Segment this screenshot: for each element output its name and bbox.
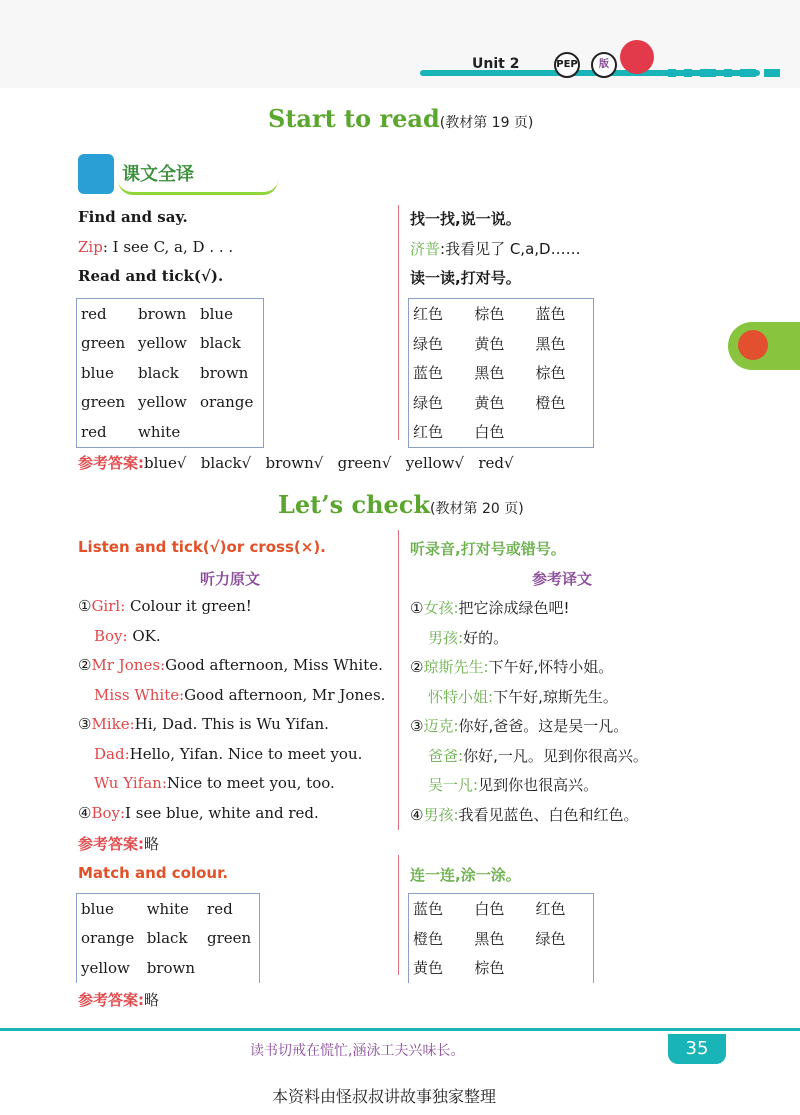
listen-and-tick-cn: 听录音,打对号或错号。 (410, 540, 566, 558)
translation-banner (78, 150, 238, 194)
table-row (77, 953, 260, 983)
table-cell: blue (81, 363, 114, 382)
speech: 好的。 (463, 629, 509, 647)
table-cell: orange (81, 929, 135, 948)
speaker: Mr Jones: (91, 656, 166, 674)
table-cell: 绿色 (413, 334, 444, 353)
color-words-table (76, 298, 264, 448)
table-row (77, 417, 264, 447)
table-cell: 黄色 (413, 959, 444, 978)
table-cell: 白色 (474, 423, 505, 442)
table-cell: yellow (81, 958, 130, 977)
match-and-colour: Match and colour. (78, 864, 229, 882)
speaker: Mike: (91, 715, 135, 733)
table-cell: orange (200, 393, 254, 412)
table-cell: yellow (138, 393, 187, 412)
table-cell: 橙色 (535, 393, 566, 412)
speech: Colour it green! (125, 597, 252, 615)
table-cell: 绿色 (413, 393, 444, 412)
answer-label: 参考答案: (78, 991, 144, 1009)
listening-script-heading: 听力原文 (200, 570, 261, 588)
dialogue-line (78, 804, 319, 822)
speaker: 济普 (410, 240, 441, 258)
table-cell: green (207, 929, 252, 948)
answer-label: 参考答案: (78, 835, 144, 853)
table-cell: 蓝色 (535, 305, 566, 324)
page-number: 35 (668, 1034, 726, 1064)
item-number: ② (410, 658, 424, 676)
speaker: 男孩: (428, 629, 464, 647)
speech: 见到你也很高兴。 (478, 776, 599, 794)
dialogue-line (94, 774, 335, 792)
dialogue-line (94, 745, 362, 763)
table-cell: 红色 (413, 423, 444, 442)
table-cell: blue (81, 899, 114, 918)
answer-line (78, 989, 159, 1010)
speech: 你好,一凡。见到你很高兴。 (463, 747, 648, 765)
dialogue-line-cn (428, 774, 598, 795)
table-cell (532, 417, 594, 447)
dialogue-line-cn (428, 627, 508, 648)
speaker: 吴一凡: (428, 776, 479, 794)
table-row (409, 953, 594, 983)
speech: 下午好,琼斯先生。 (493, 688, 618, 706)
speaker: Boy: (91, 804, 126, 822)
table-cell: black (146, 929, 188, 948)
speaker: 爸爸: (428, 747, 464, 765)
table-row (409, 417, 594, 447)
table-cell (532, 953, 594, 983)
edition-badge: 版 (591, 52, 617, 78)
speaker: Dad: (94, 745, 130, 763)
dialogue-line-cn (410, 715, 628, 736)
item-number: ④ (410, 806, 424, 824)
table-row (77, 894, 260, 924)
checker-decoration-icon (668, 62, 800, 81)
table-row (77, 358, 264, 388)
speech: OK. (127, 627, 161, 645)
speaker: 女孩: (423, 599, 459, 617)
table-cell: 绿色 (535, 929, 566, 948)
speech: Good afternoon, Miss White. (165, 656, 383, 674)
table-row (409, 388, 594, 418)
answer-label: 参考答案: (78, 454, 144, 472)
table-cell: 蓝色 (413, 364, 444, 383)
table-cell: black (200, 334, 241, 353)
dialogue-line-cn (410, 804, 639, 825)
item-number: ③ (78, 715, 92, 733)
table-cell: white (138, 422, 181, 441)
item-number: ② (78, 656, 92, 674)
dialogue-line-cn (410, 656, 613, 677)
item-number: ③ (410, 717, 424, 735)
fox-mascot-icon (738, 330, 768, 360)
column-divider (398, 205, 399, 440)
zip-line (78, 238, 233, 256)
mascot-icon (620, 40, 654, 74)
title-text: Let’s check (278, 490, 431, 519)
answer-text: 略 (144, 835, 160, 853)
table-cell: 棕色 (535, 364, 566, 383)
find-and-say-cn: 找一找,说一说。 (410, 210, 521, 228)
table-cell: red (81, 422, 107, 441)
speech: Hi, Dad. This is Wu Yifan. (134, 715, 329, 733)
answer-line (78, 452, 514, 473)
table-cell: 黑色 (474, 929, 505, 948)
speaker: 怀特小姐: (428, 688, 494, 706)
translation-heading: 参考译文 (532, 570, 593, 588)
speech: Hello, Yifan. Nice to meet you. (129, 745, 363, 763)
table-row (77, 924, 260, 954)
dialogue-line (78, 656, 383, 674)
speech: 我看见蓝色、白色和红色。 (458, 806, 639, 824)
answer-line (78, 833, 159, 854)
dialogue-line-cn (410, 597, 570, 618)
speech: Good afternoon, Mr Jones. (184, 686, 386, 704)
speaker: Girl: (91, 597, 126, 615)
pep-badge: PEP (554, 52, 580, 78)
table-cell: 橙色 (413, 929, 444, 948)
match-table (76, 893, 260, 983)
table-row (77, 329, 264, 359)
section-title-start-to-read (268, 104, 533, 133)
speaker: Miss White: (94, 686, 185, 704)
table-cell: brown (146, 958, 196, 977)
speaker: 琼斯先生: (423, 658, 489, 676)
table-cell: 黑色 (535, 334, 566, 353)
speech: : I see C, a, D . . . (102, 238, 234, 256)
dialogue-line (78, 597, 252, 615)
answer-text: 略 (144, 991, 160, 1009)
table-cell: 黄色 (474, 393, 505, 412)
table-cell: brown (200, 363, 249, 382)
speaker: Zip (78, 238, 103, 256)
translation-banner-label: 课文全译 (122, 164, 194, 185)
table-cell (203, 953, 259, 983)
table-cell: 白色 (474, 900, 505, 919)
speech: Nice to meet you, too. (166, 774, 335, 792)
table-row (409, 924, 594, 954)
table-cell: 棕色 (474, 305, 505, 324)
table-row (77, 388, 264, 418)
find-and-say: Find and say. (78, 208, 188, 226)
table-cell: white (146, 899, 189, 918)
speaker: Wu Yifan: (94, 774, 167, 792)
dialogue-line-cn (428, 686, 618, 707)
dialogue-line (94, 686, 385, 704)
speaker: 迈克: (423, 717, 459, 735)
footer-rule (0, 1028, 800, 1031)
speaker: 男孩: (423, 806, 459, 824)
table-row (409, 358, 594, 388)
title-text: Start to read (268, 104, 440, 133)
table-cell: yellow (138, 334, 187, 353)
dialogue-line (78, 715, 329, 733)
table-cell: 黑色 (474, 364, 505, 383)
source-note: 本资料由怪叔叔讲故事独家整理 (272, 1087, 497, 1106)
speech: :我看见了 C,a,D…… (440, 240, 581, 258)
table-cell: black (138, 363, 179, 382)
footer-motto: 读书切戒在慌忙,涵泳工夫兴味长。 (250, 1043, 465, 1059)
dialogue-line (94, 627, 161, 645)
listen-and-tick: Listen and tick(√)or cross(×). (78, 538, 326, 556)
dialogue-line-cn (428, 745, 648, 766)
table-cell: 棕色 (474, 959, 505, 978)
item-number: ① (78, 597, 92, 615)
table-cell: green (81, 334, 126, 353)
table-row (409, 299, 594, 329)
read-and-tick-cn: 读一读,打对号。 (410, 269, 521, 287)
speech: 下午好,怀特小姐。 (488, 658, 614, 676)
table-cell: red (81, 304, 107, 323)
table-cell: 红色 (535, 900, 566, 919)
speech: 把它涂成绿色吧! (458, 599, 570, 617)
table-cell: 黄色 (474, 334, 505, 353)
answer-text: blue√ black√ brown√ green√ yellow√ red√ (144, 454, 514, 472)
book-icon (78, 154, 114, 194)
title-page-ref: (教材第 19 页) (439, 115, 534, 131)
speech: 你好,爸爸。这是吴一凡。 (458, 717, 629, 735)
table-cell: 红色 (413, 305, 444, 324)
table-cell (196, 417, 263, 447)
table-row (409, 329, 594, 359)
section-title-lets-check (278, 490, 524, 519)
speaker: Boy: (94, 627, 128, 645)
speech: I see blue, white and red. (125, 804, 319, 822)
table-cell: brown (138, 304, 187, 323)
table-cell: 蓝色 (413, 900, 444, 919)
table-cell: green (81, 393, 126, 412)
table-row (409, 894, 594, 924)
item-number: ① (410, 599, 424, 617)
match-and-colour-cn: 连一连,涂一涂。 (410, 866, 521, 884)
match-table-cn (408, 893, 594, 983)
unit-label: Unit 2 (472, 56, 520, 72)
table-cell: blue (200, 304, 233, 323)
title-page-ref: (教材第 20 页) (430, 501, 524, 517)
zip-line-cn (410, 238, 581, 259)
column-divider (398, 855, 399, 975)
table-cell: red (207, 899, 233, 918)
color-words-table-cn (408, 298, 594, 448)
item-number: ④ (78, 804, 92, 822)
table-row (77, 299, 264, 329)
read-and-tick: Read and tick(√). (78, 267, 224, 285)
column-divider (398, 530, 399, 830)
